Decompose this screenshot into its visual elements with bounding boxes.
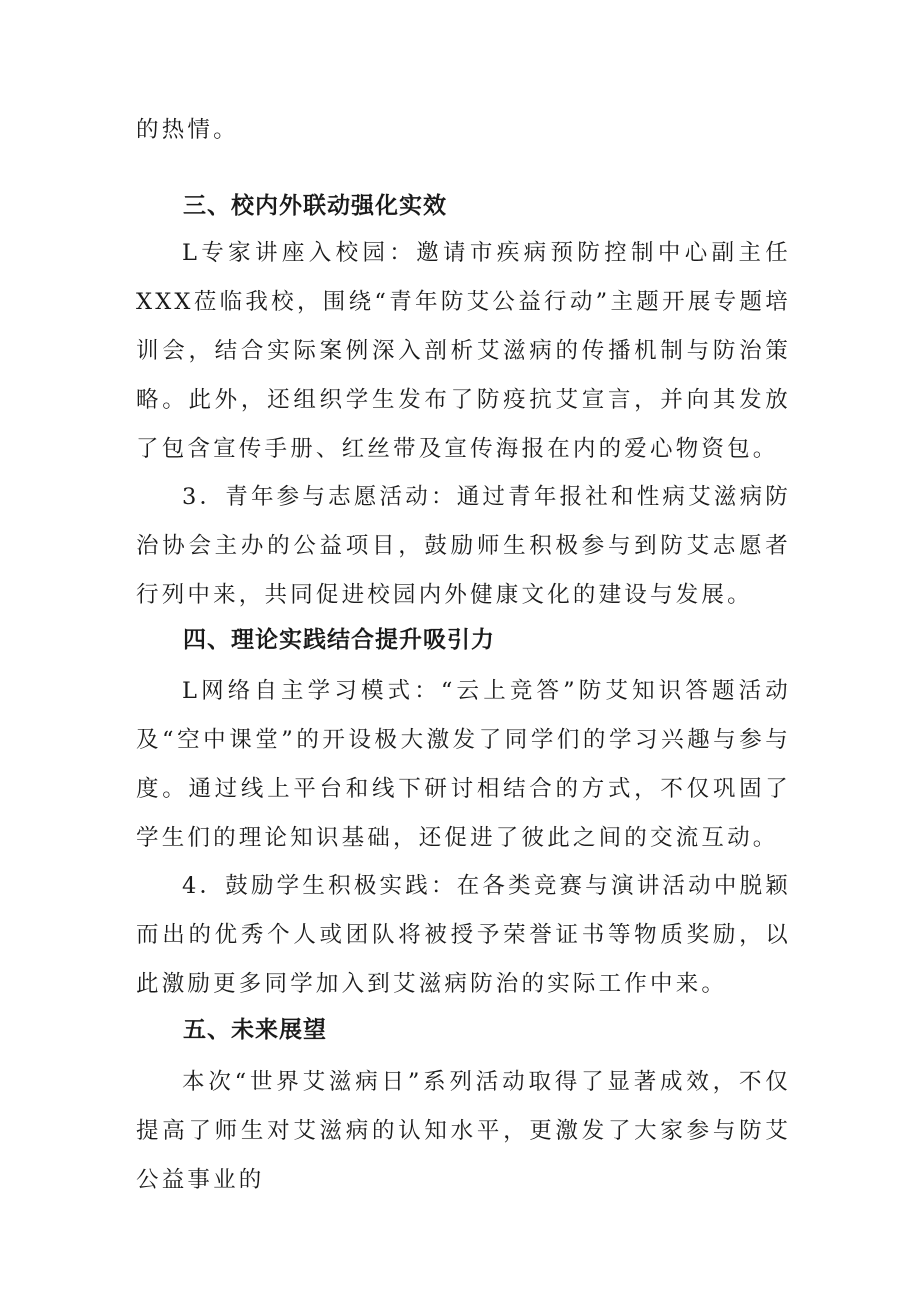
section-4-heading: 四、理论实践结合提升吸引力	[183, 627, 495, 653]
section-4-paragraph-1: L网络自主学习模式：“云上竞答”防艾知识答题活动及“空中课堂”的开设极大激发了同学们的学习兴趣与参与度。通过线上平台和线下研讨相结合的方式，不仅巩固了学生们的理论知识基础，还促进了彼此之间的交流互动。	[136, 678, 791, 851]
section-4-paragraph-2: 4．鼓励学生积极实践：在各类竞赛与演讲活动中脱颖而出的优秀个人或团队将被授予荣誉证书等物质奖励，以此激励更多同学加入到艾滋病防治的实际工作中来。	[136, 873, 791, 997]
section-5-paragraph-1: 本次“世界艾滋病日”系列活动取得了显著成效，不仅提高了师生对艾滋病的认知水平，更激发了大家参与防艾公益事业的	[136, 1069, 791, 1193]
section-5-heading: 五、未来展望	[183, 1017, 327, 1043]
section-3-paragraph-1: L专家讲座入校园：邀请市疾病预防控制中心副主任XXX莅临我校，围绕“青年防艾公益行动”主题开展专题培训会，结合实际案例深入剖析艾滋病的传播机制与防治策略。此外，还组织学生发布了防疫抗艾宣言，并向其发放了包含宣传手册、红丝带及宣传海报在内的爱心物资包。	[136, 240, 791, 462]
carryover-paragraph: 的热情。	[136, 117, 239, 143]
section-3-heading: 三、校内外联动强化实效	[183, 193, 447, 219]
section-3-paragraph-2: 3．青年参与志愿活动：通过青年报社和性病艾滋病防治协会主办的公益项目，鼓励师生积极参与到防艾志愿者行列中来，共同促进校园内外健康文化的建设与发展。	[136, 484, 791, 608]
